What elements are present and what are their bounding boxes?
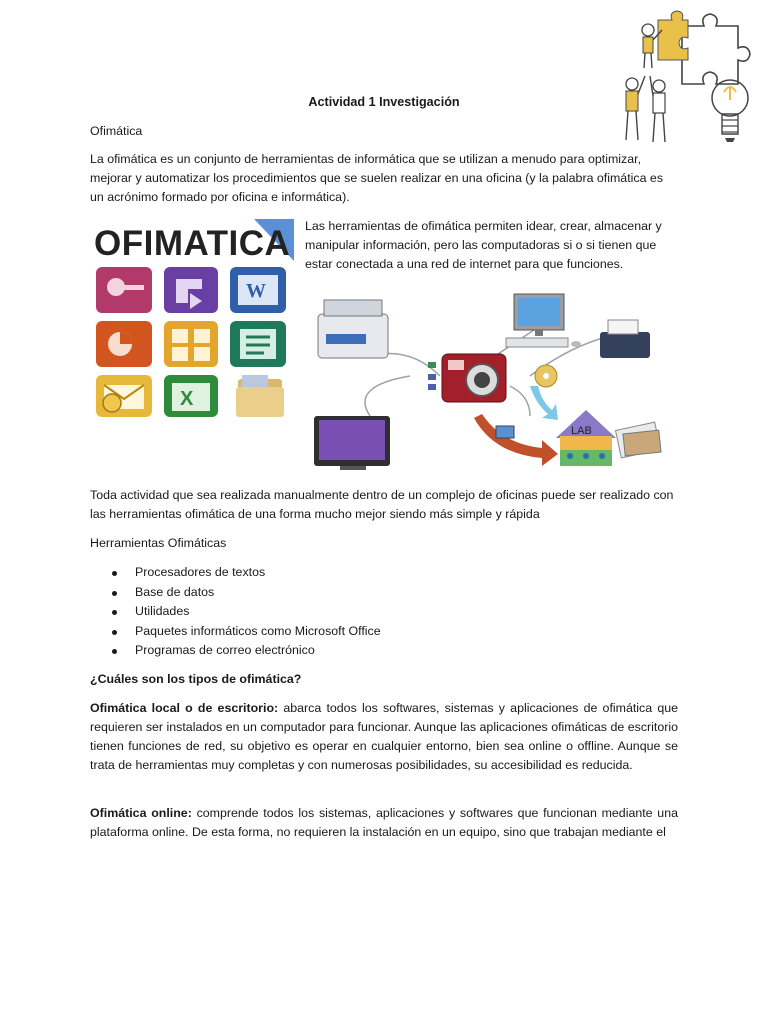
bullet-icon [112, 649, 117, 654]
logo-wordmark: OFIMATICA [94, 224, 291, 263]
publisher-icon [230, 321, 286, 367]
bullet-icon [112, 610, 117, 615]
onenote-icon [164, 321, 218, 367]
access-icon [96, 267, 152, 313]
tools-list [108, 563, 381, 661]
svg-text:X: X [180, 388, 194, 410]
side-paragraph: Las herramientas de ofimática permiten idear, crear, almacenar y manipular información, pero las computadoras si o si tienen que estar conectada a una red de internet para que funciones. [305, 219, 662, 271]
list-item: Procesadores de textos [108, 563, 381, 583]
local-office-term: Ofimática local o de escritorio: [90, 701, 279, 715]
office-devices-illustration [310, 286, 666, 474]
list-item: Utilidades [108, 602, 381, 622]
powerpoint-icon [96, 321, 152, 367]
list-item: Paquetes informáticos como Microsoft Office [108, 622, 381, 642]
manual-activity-paragraph: Toda actividad que sea realizada manualmente dentro de un complejo de oficinas puede ser realizado con las herramientas ofimática de una forma mucho mejor siendo más simple y rápida [90, 488, 674, 521]
types-question: ¿Cuáles son los tipos de ofimática? [90, 672, 302, 686]
list-item: Programas de correo electrónico [108, 641, 381, 661]
word-icon [230, 267, 286, 313]
cd-icon [535, 365, 557, 387]
infopath-icon [164, 267, 218, 313]
svg-text:W: W [246, 280, 266, 302]
lab-house-icon [556, 410, 616, 466]
local-office-text: abarca todos los softwares, sistemas y aplicaciones de ofimática que requieren ser instalados en un computador para funcionar. Aunque las aplicaciones ofimáticas de escritorio tienen funciones de red, su objetivo es operar en cualquier entorno, bien sea online o offline. Aunque se trata de herramientas muy completas y con numerosas posibilidades, su accesibilidad es reducida. [90, 701, 679, 772]
online-office-text: comprende todos los sistemas, aplicaciones y softwares que funcionan mediante una plataforma online. De esta forma, no requieren la instalación en un equipo, sino que trabajan mediante el [90, 806, 678, 839]
photos-icon [616, 422, 662, 458]
lab-label: LAB [571, 425, 592, 437]
copier-icon [318, 300, 388, 358]
printer-icon [600, 320, 650, 358]
intro-paragraph: La ofimática es un conjunto de herramientas de informática que se utilizan a menudo para optimizar, mejorar y automatizar los procedimientos que se suelen realizar en una oficina (y la palabra ofimática es un acrónimo formado por oficina e informática). [90, 152, 664, 204]
ofimatica-logo-image [90, 219, 294, 421]
local-office-paragraph [90, 699, 678, 775]
folder-icon [236, 375, 284, 417]
list-item: Base de datos [108, 583, 381, 603]
camera-icon [442, 354, 506, 402]
tools-heading: Herramientas Ofimáticas [90, 536, 227, 550]
bullet-icon [112, 571, 117, 576]
online-office-term: Ofimática online: [90, 806, 192, 820]
bullet-icon [112, 630, 117, 635]
television-icon [314, 416, 390, 470]
bullet-icon [112, 591, 117, 596]
outlook-icon [96, 375, 152, 417]
excel-icon [164, 375, 218, 417]
document-title: Actividad 1 Investigación [308, 95, 460, 109]
desktop-computer-icon [506, 294, 581, 347]
section-heading: Ofimática [90, 124, 143, 138]
online-office-paragraph [90, 804, 678, 842]
